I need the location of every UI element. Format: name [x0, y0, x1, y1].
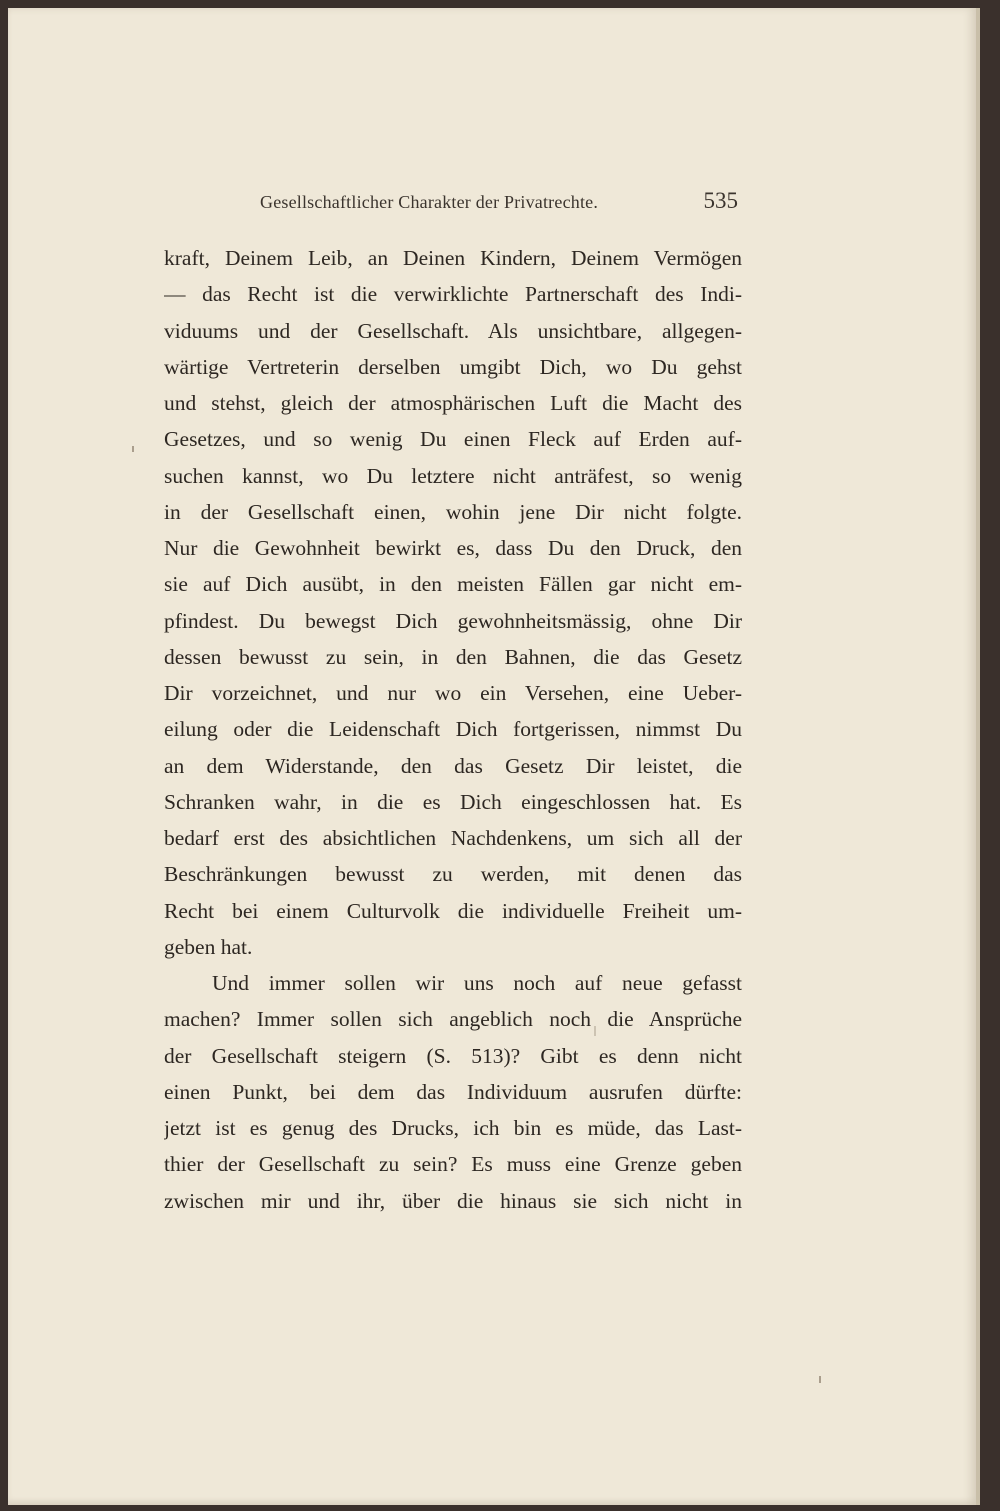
text-line: Nur die Gewohnheit bewirkt es, dass Du den Druck, den — [164, 536, 742, 560]
page-number: 535 — [703, 188, 738, 213]
text-line: Beschränkungen bewusst zu werden, mit denen das — [164, 862, 742, 887]
text-line: sie auf Dich ausübt, in den meisten Fällen gar nicht em- — [164, 572, 742, 597]
text-line: Schranken wahr, in die es Dich eingeschlossen hat. Es — [164, 789, 742, 814]
text-line: bedarf erst des absichtlichen Nachdenkens, um sich all der — [164, 826, 742, 850]
page-header — [260, 188, 738, 218]
text-line: viduums und der Gesellschaft. Als unsichtbare, allgegen- — [164, 318, 742, 343]
page-edge — [976, 8, 980, 1505]
text-line: thier der Gesellschaft zu sein? Es muss eine Grenze geben — [164, 1152, 742, 1177]
text-line: — das Recht ist die verwirklichte Partnerschaft des Indi- — [164, 282, 742, 307]
text-line: Dir vorzeichnet, und nur wo ein Versehen, eine Ueber- — [164, 681, 742, 705]
text-line: der Gesellschaft steigern (S. 513)? Gibt es denn nicht — [164, 1043, 742, 1068]
text-line: pfindest. Du bewegst Dich gewohnheitsmässig, ohne Dir — [164, 608, 742, 633]
running-title: Gesellschaftlicher Charakter der Privatrechte. — [260, 192, 599, 212]
text-line: eilung oder die Leidenschaft Dich fortgerissen, nimmst Du — [164, 717, 742, 742]
text-line: einen Punkt, bei dem das Individuum ausrufen dürfte: — [164, 1079, 742, 1104]
text-line: machen? Immer sollen sich angeblich noch die Ansprüche — [164, 1007, 742, 1032]
text-line: jetzt ist es genug des Drucks, ich bin es müde, das Last- — [164, 1116, 742, 1140]
text-line: wärtige Vertreterin derselben umgibt Dich, wo Du gehst — [164, 354, 742, 379]
text-line: und stehst, gleich der atmosphärischen Luft die Macht des — [164, 391, 742, 415]
text-line: Gesetzes, und so wenig Du einen Fleck auf Erden auf- — [164, 427, 742, 452]
text-line: zwischen mir und ihr, über die hinaus sie sich nicht in — [164, 1188, 742, 1213]
text-line: Recht bei einem Culturvolk die individuelle Freiheit um- — [164, 898, 742, 923]
text-line: kraft, Deinem Leib, an Deinen Kindern, Deinem Vermögen — [164, 246, 742, 270]
text-line: dessen bewusst zu sein, in den Bahnen, die das Gesetz — [164, 644, 742, 669]
paper-speck — [132, 446, 134, 452]
body-text — [164, 240, 742, 1219]
paper-speck — [819, 1376, 821, 1383]
text-line: geben hat. — [164, 934, 253, 959]
text-line: an dem Widerstande, den das Gesetz Dir leistet, die — [164, 753, 742, 778]
text-line: in der Gesellschaft einen, wohin jene Dir nicht folgte. — [164, 499, 742, 524]
text-line: suchen kannst, wo Du letztere nicht anträfest, so wenig — [164, 463, 742, 488]
text-line: Und immer sollen wir uns noch auf neue gefasst — [212, 971, 742, 995]
